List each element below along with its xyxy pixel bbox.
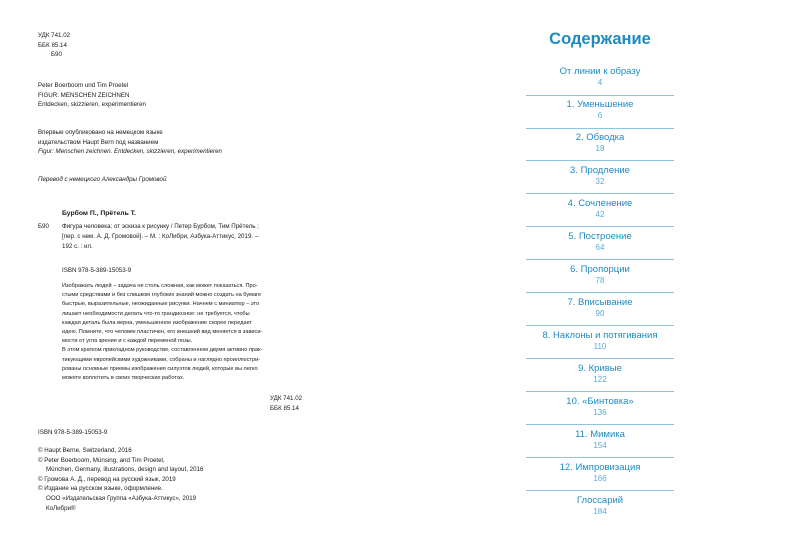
catalog-description [62,222,302,251]
original-edition [38,81,146,110]
toc-divider [526,259,674,260]
toc-divider [526,226,674,227]
toc-entry-page: 6 [597,111,603,120]
toc-entry-title: 2. Обводка [575,132,625,143]
copyright-line: © Громова А. Д., перевод на русский язык, 2019 [38,475,176,483]
toc-divider [526,424,674,425]
bbk-code: ББК 85.14 [38,41,67,49]
toc-entry[interactable] [400,198,800,220]
annotation-line: каждая деталь была верна, уменьшенное изображение скорее передает [62,319,253,326]
toc-entry[interactable] [400,231,800,253]
toc-entry[interactable] [400,495,800,517]
udk-header [38,31,70,60]
toc-divider [526,391,674,392]
contents-title: Содержание [549,30,651,48]
toc-divider [526,128,674,129]
toc-entry-title: От линии к образу [559,66,641,77]
toc-entry-page: 166 [593,474,607,483]
copyright-line: © Издание на русском языке, оформление. [38,485,163,493]
copyright-block [38,446,203,513]
toc-entry[interactable] [400,462,800,484]
toc-entry[interactable] [400,264,800,286]
first-published-note [38,128,222,157]
udk-code: УДК 741.02 [270,395,303,402]
toc-entry-title: 7. Вписывание [567,297,633,308]
copyright-line: München, Germany, illustrations, design and layout, 2016 [46,466,204,474]
toc-entry-title: 3. Продление [570,165,630,176]
annotation-line: Изображать людей – задача не столь сложная, как может показаться. Про- [62,283,258,289]
toc-entry-page: 42 [595,210,605,219]
annotation [62,282,305,383]
toc-entry-title: 9. Кривые [578,363,622,374]
toc-divider [526,325,674,326]
copyright-line: ООО «Издательская Группа «Азбука-Аттикус», 2019 [46,494,197,502]
toc-entry[interactable] [400,132,800,154]
toc-entry[interactable] [400,429,800,451]
toc-divider [526,193,674,194]
toc-entry-title: 10. «Бинтовка» [566,396,634,407]
toc-divider [526,292,674,293]
toc-entry-page: 184 [593,507,607,516]
catalog-line: Фигура человека: от эскиза к рисунку / Петер Бурбом, Тим Прётель ; [62,223,259,230]
catalog-line: [пер. с нем. А. Д. Громовой]. – М. : КоЛибри, Азбука-Аттикус, 2019. – [62,232,259,240]
copyright-line: КоЛибри® [46,504,76,512]
original-authors: Peter Boerboom und Tim Proetel [38,82,129,89]
bbk-code: ББК 85.14 [270,404,299,412]
annotation-line: стыми средствами и без слишком глубоких знаний можно создать на бумаге [62,292,262,299]
toc-entry-title: Глоссарий [576,495,624,506]
toc-entry[interactable] [400,165,800,187]
toc-entry-page: 136 [593,408,607,417]
annotation-line: лишает необходимости делать что-то грандиозное: не требуется, чтобы [62,310,250,317]
toc-entry-title: 5. Построение [568,231,632,242]
translator-credit: Перевод с немецкого Александры Громовой [38,176,167,183]
first-published-line: издательством Haupt Bern под названием [38,138,159,146]
toc-entry-page: 32 [595,177,605,186]
catalog-heading: Бурбом П., Прётель Т. [62,210,136,217]
toc-entry[interactable] [400,330,800,352]
toc-entry-page: 90 [595,309,605,318]
toc-entry-title: 1. Уменьшение [566,99,634,110]
toc-entry-title: 11. Мимика [575,429,625,440]
toc-entry-title: 12. Импровизация [559,462,641,473]
toc-entry[interactable] [400,396,800,418]
first-published-line: Впервые опубликовано на немецком языке [38,129,163,136]
catalog-code: Б90 [38,223,49,230]
toc-entry-page: 122 [593,375,607,384]
toc-entry-page: 78 [595,276,605,285]
original-subtitle: Entdecken, skizzieren, experimentieren [38,101,146,109]
toc-divider [526,358,674,359]
toc-entry-page: 4 [597,78,603,87]
toc-entry-title: 6. Пропорции [570,264,630,275]
annotation-line: тикующими европейскими художниками, собраны и наглядно проиллюстри- [62,356,261,363]
toc-entry-title: 8. Наклоны и потягивания [542,330,658,341]
toc-divider [526,490,674,491]
toc-divider [526,160,674,161]
toc-entry-page: 64 [595,243,605,252]
toc-entry-page: 154 [593,441,607,450]
toc-divider [526,95,674,96]
annotation-line: мости от угла зрения и с каждой переменой позы. [62,338,193,345]
original-title: FIGUR: MENSCHEN ZEICHNEN [38,91,130,99]
isbn-bottom: ISBN 978-5-389-15053-9 [38,429,108,436]
toc-entry-title: 4. Сочленение [567,198,633,209]
isbn-top: ISBN 978-5-389-15053-9 [62,267,132,274]
copyright-line: © Peter Boerboom, Münsing, and Tim Proetel, [38,456,165,464]
udk-code: УДК 741.02 [38,32,71,39]
copyright-line: © Haupt Berne, Switzerland, 2016 [38,447,132,454]
first-published-title: Figur: Menschen zeichnen. Entdecken, skizzieren, experimentieren [38,148,222,156]
toc-entry[interactable] [400,297,800,319]
toc-entry-page: 110 [593,342,607,351]
annotation-line: рованы основные приемы изображения силуэтов людей, которые вы легко [62,365,258,372]
author-mark: Б90 [51,51,62,59]
toc-entry[interactable] [400,66,800,88]
annotation-line: можете воплотить в своих творческих работах. [62,374,185,381]
toc-entry-page: 18 [595,144,605,153]
toc-entry[interactable] [400,99,800,121]
annotation-line: идею. Помните, что человек пластичен, его внешний вид меняется в зависи- [62,328,263,335]
annotation-line: В этом кратком прикладном руководстве, составленном двумя активно прак- [62,347,263,354]
annotation-line: быстрые, выразительные, неожиданные рисунки. Начнем с миниатюр – это [62,301,260,308]
toc-divider [526,457,674,458]
catalog-line: 192 с. : ил. [62,242,93,250]
contents-page [400,0,800,541]
toc-entry[interactable] [400,363,800,385]
udk-footer [270,394,302,413]
